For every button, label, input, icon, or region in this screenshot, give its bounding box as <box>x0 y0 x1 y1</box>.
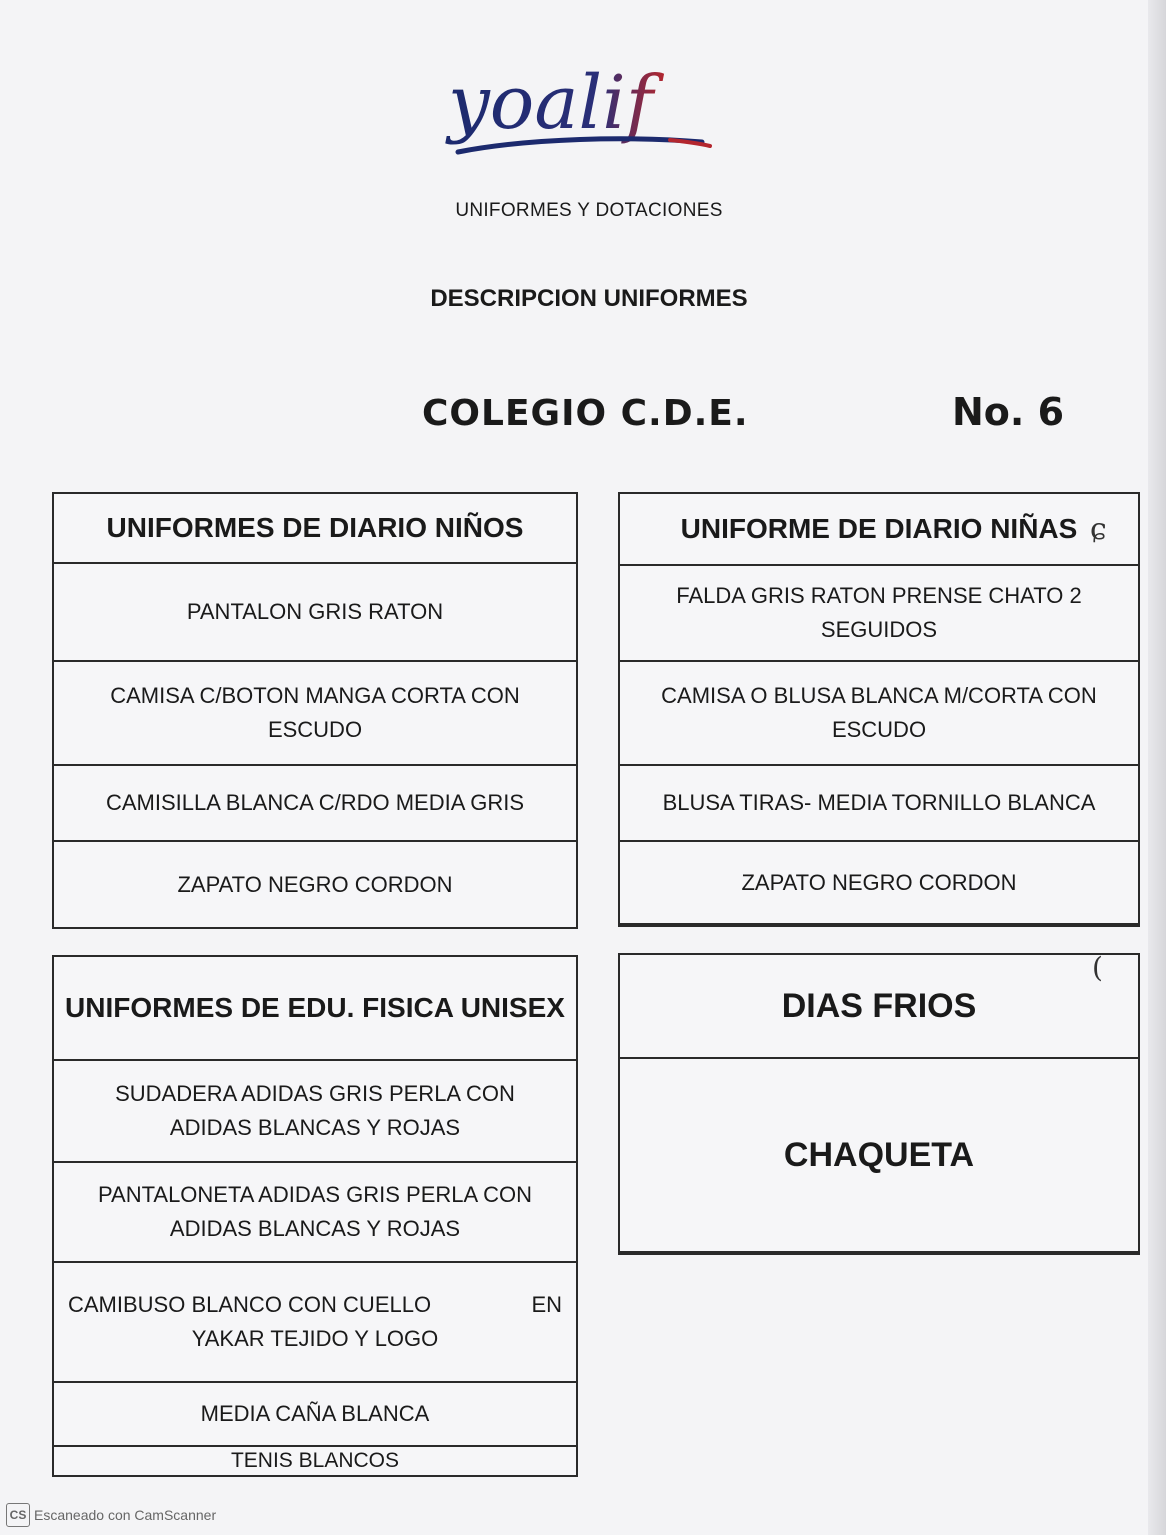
pe-unisex-item-line <box>68 1288 562 1322</box>
cold-days-item: CHAQUETA <box>620 1059 1138 1253</box>
page-edge <box>1148 0 1166 1535</box>
pe-unisex-item <box>54 1263 576 1383</box>
girls-daily-heading: UNIFORME DE DIARIO NIÑAS <box>620 494 1138 566</box>
document-title: DESCRIPCION UNIFORMES <box>430 285 748 312</box>
brand-logo <box>440 60 750 160</box>
girls-daily-table <box>618 492 1140 927</box>
pe-unisex-item: SUDADERA ADIDAS GRIS PERLA CON ADIDAS BLANCAS Y ROJAS <box>54 1061 576 1163</box>
handwritten-mark: ( <box>1092 951 1103 984</box>
handwritten-mark: ɕ <box>1090 512 1107 547</box>
girls-daily-item: ZAPATO NEGRO CORDON <box>620 842 1138 925</box>
boys-daily-item: CAMISA C/BOTON MANGA CORTA CON ESCUDO <box>54 662 576 766</box>
school-name: COLEGIO C.D.E. <box>422 393 749 434</box>
boys-daily-table <box>52 492 578 929</box>
girls-daily-item: FALDA GRIS RATON PRENSE CHATO 2 SEGUIDOS <box>620 566 1138 662</box>
boys-daily-item: ZAPATO NEGRO CORDON <box>177 871 453 897</box>
pe-unisex-item: MEDIA CAÑA BLANCA <box>54 1383 576 1447</box>
brand-name: yoalif <box>448 60 654 146</box>
camscanner-icon: CS <box>6 1503 30 1527</box>
cold-days-table <box>618 953 1140 1255</box>
pe-unisex-item: TENIS BLANCOS <box>230 1449 400 1472</box>
brand-logo-graphic <box>440 60 750 160</box>
pe-unisex-heading: UNIFORMES DE EDU. FISICA UNISEX <box>54 957 576 1061</box>
subtitle: UNIFORMES Y DOTACIONES <box>455 200 723 221</box>
boys-daily-item: PANTALON GRIS RATON <box>54 564 576 662</box>
pe-unisex-table <box>52 955 578 1477</box>
pe-unisex-item-text: YAKAR TEJIDO Y LOGO <box>191 1326 439 1351</box>
pe-unisex-item: PANTALONETA ADIDAS GRIS PERLA CON ADIDAS BLANCAS Y ROJAS <box>54 1163 576 1263</box>
girls-daily-item: CAMISA O BLUSA BLANCA M/CORTA CON ESCUDO <box>620 662 1138 766</box>
form-number: No. 6 <box>952 390 1065 434</box>
girls-daily-item: BLUSA TIRAS- MEDIA TORNILLO BLANCA <box>620 766 1138 842</box>
cold-days-heading: DIAS FRIOS <box>620 955 1138 1059</box>
scanner-footer <box>6 1503 216 1527</box>
boys-daily-heading: UNIFORMES DE DIARIO NIÑOS <box>54 494 576 564</box>
scanner-footer-text: Escaneado con CamScanner <box>34 1507 217 1523</box>
pe-unisex-item-text: EN <box>531 1292 562 1317</box>
pe-unisex-item-text: CAMIBUSO BLANCO CON CUELLO <box>68 1292 432 1317</box>
boys-daily-item: CAMISILLA BLANCA C/RDO MEDIA GRIS <box>54 766 576 842</box>
